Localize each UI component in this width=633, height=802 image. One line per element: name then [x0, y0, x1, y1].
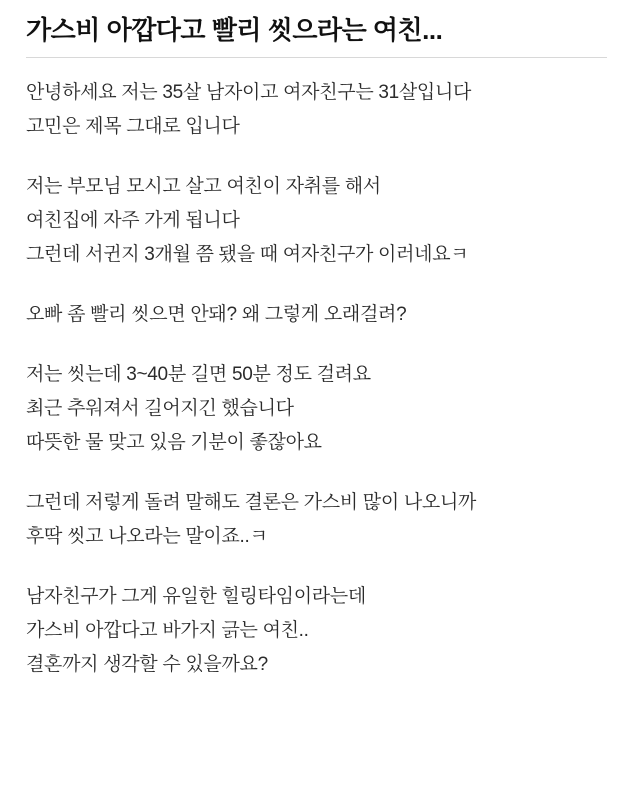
body-line: 안녕하세요 저는 35살 남자이고 여자친구는 31살입니다: [26, 81, 472, 103]
body-line: 후딱 씻고 나오라는 말이죠..ㅋ: [26, 525, 268, 547]
body-line: 여친집에 자주 가게 됩니다: [26, 209, 240, 231]
paragraph: [26, 170, 607, 272]
paragraph: [26, 76, 607, 144]
paragraph: [26, 486, 607, 554]
title-divider: [26, 57, 607, 58]
body-line: 최근 추워져서 길어지긴 했습니다: [26, 397, 294, 419]
page-title: 가스비 아깝다고 빨리 씻으라는 여친...: [26, 15, 443, 45]
body-line: 그런데 서귄지 3개월 쯤 됐을 때 여자친구가 이러네요ㅋ: [26, 243, 469, 265]
body-line: 가스비 아깝다고 바가지 긁는 여친..: [26, 619, 309, 641]
body-line: 저는 씻는데 3~40분 길면 50분 정도 걸려요: [26, 363, 371, 385]
body-line: 결혼까지 생각할 수 있을까요?: [26, 653, 268, 675]
body-line: 따뜻한 물 맞고 있음 기분이 좋잖아요: [26, 431, 322, 453]
body-line: 고민은 제목 그대로 입니다: [26, 115, 240, 137]
paragraph: [26, 358, 607, 460]
paragraph: [26, 580, 607, 682]
body-line: 저는 부모님 모시고 살고 여친이 자취를 해서: [26, 175, 381, 197]
body-line: 그런데 저렇게 돌려 말해도 결론은 가스비 많이 나오니까: [26, 491, 477, 513]
body-line: 오빠 좀 빨리 씻으면 안돼? 왜 그렇게 오래걸려?: [26, 303, 407, 325]
post-body: [26, 76, 607, 682]
paragraph: [26, 298, 607, 332]
body-line: 남자친구가 그게 유일한 힐링타임이라는데: [26, 585, 366, 607]
